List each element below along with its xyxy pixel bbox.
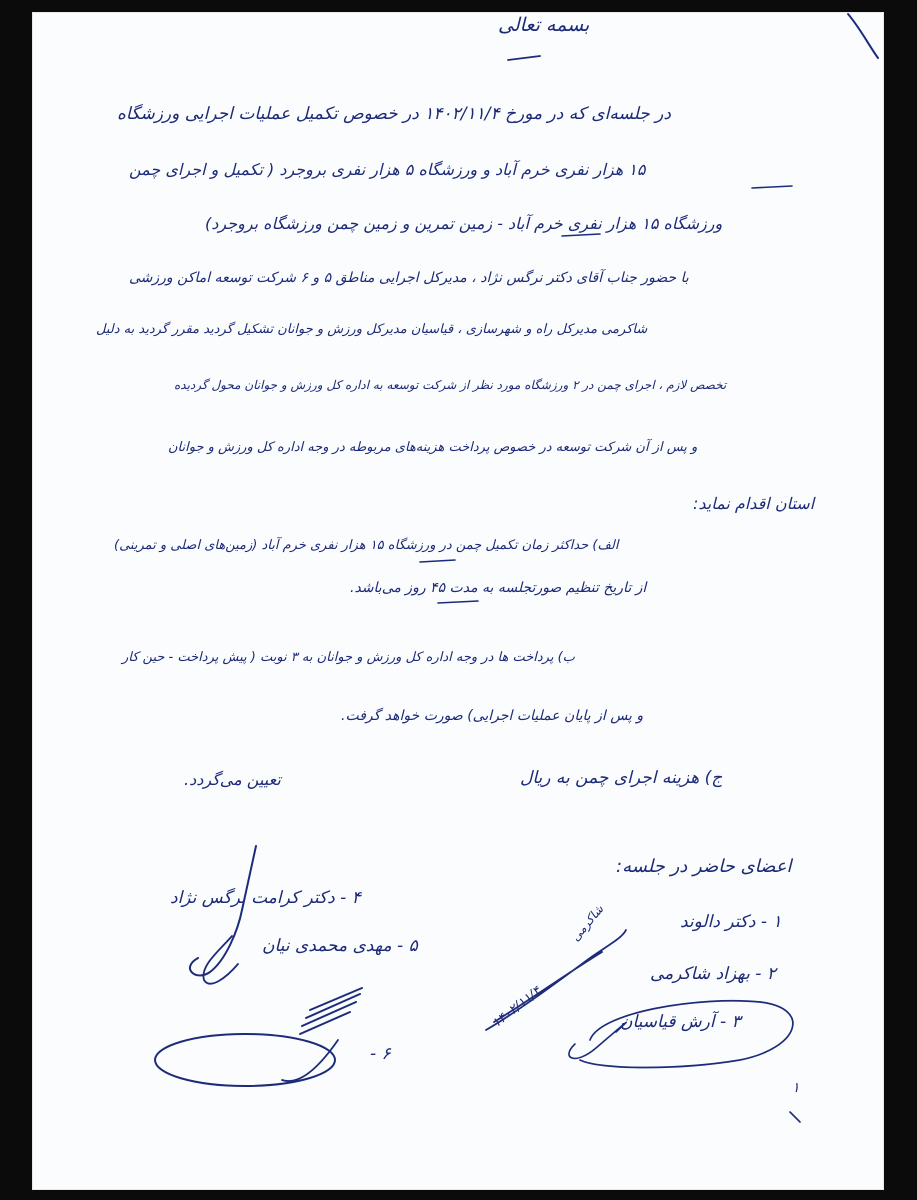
item-jim-line-2: تعیین می‌گردد.	[184, 770, 281, 789]
page-mark: ۱	[792, 1080, 800, 1096]
attendee-2: ۲ - بهزاد شاکرمی	[650, 964, 776, 984]
item-alef-line-1: الف) حداکثر زمان تکمیل چمن در ورزشگاه ۱۵ هزار نفری خرم آباد (زمین‌های اصلی و تمرینی)	[114, 538, 619, 553]
item-alef-line-2: از تاریخ تنظیم صورتجلسه به مدت ۴۵ روز می‌باشد.	[350, 580, 647, 596]
attendee-3: ۳ - آرش قیاسیان	[620, 1012, 741, 1032]
body-line-3: ورزشگاه ۱۵ هزار نفری خرم آباد - زمین تمرین و زمین چمن ورزشگاه بروجرد)	[205, 214, 723, 233]
attendee-1: ۱ - دکتر دالوند	[680, 912, 782, 932]
body-line-8: استان اقدام نماید:	[693, 494, 815, 513]
document-heading: بسمه تعالی	[498, 14, 590, 36]
document-page	[32, 12, 884, 1190]
item-be-line-2: و پس از پایان عملیات اجرایی) صورت خواهد گرفت.	[341, 708, 644, 724]
attendee-6: ۶ -	[370, 1044, 391, 1064]
body-line-5: شاکرمی مدیرکل راه و شهرسازی ، قیاسیان مدیرکل ورزش و جوانان تشکیل گردید مقرر گردید به دلیل	[96, 322, 648, 337]
attendee-5: ۵ - مهدی محمدی نیان	[262, 936, 418, 956]
attendee-4: ۴ - دکتر کرامت نرگس نژاد	[170, 888, 361, 908]
signature-stamp-name: شاکرمی	[568, 902, 607, 944]
attendees-title: اعضای حاضر در جلسه:	[616, 856, 792, 877]
body-line-4: با حضور جناب آقای دکتر نرگس نژاد ، مدیرکل اجرایی مناطق ۵ و ۶ شرکت توسعه اماکن ورزشی	[129, 270, 689, 286]
body-line-2: ۱۵ هزار نفری خرم آباد و ورزشگاه ۵ هزار نفری بروجرد ( تکمیل و اجرای چمن	[129, 160, 646, 179]
body-line-6: تخصص لازم ، اجرای چمن در ۲ ورزشگاه مورد نظر از شرکت توسعه به اداره کل ورزش و جوانان محول گردیده	[174, 378, 727, 392]
body-line-1: در جلسه‌ای که در مورخ ۱۴۰۲/۱۱/۴ در خصوص تکمیل عملیات اجرایی ورزشگاه	[117, 104, 671, 124]
item-be-line-1: ب) پرداخت ها در وجه اداره کل ورزش و جوانان به ۳ نوبت ( پیش پرداخت - حین کار	[122, 650, 575, 665]
item-jim-line-1: ج) هزینه اجرای چمن به ریال	[520, 768, 723, 788]
body-line-7: و پس از آن شرکت توسعه در خصوص پرداخت هزینه‌های مربوطه در وجه اداره کل ورزش و جوانان	[168, 440, 698, 455]
signature-stamp-date: ۱۴۰۲/۱۱/۴	[489, 983, 545, 1032]
